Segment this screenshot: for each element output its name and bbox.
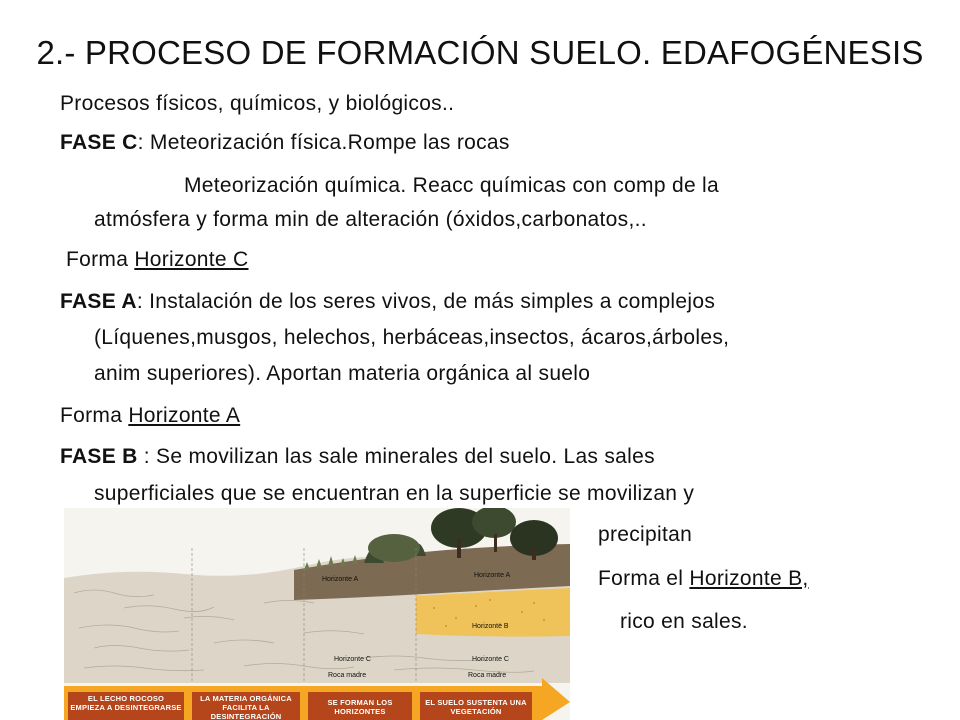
fase-b-line-2: superficiales que se encuentran en la superficie se movilizan y (94, 482, 695, 505)
figure-label-horizonte-a-2: Horizonte A (474, 572, 511, 579)
soil-profile-drawing (64, 508, 570, 720)
fase-a-forma (60, 402, 240, 430)
horizonte-c-link: Horizonte C (134, 248, 249, 271)
figure-label-roca-madre-1: Roca madre (328, 672, 367, 679)
fase-a-line-1 (60, 288, 715, 316)
figure-label-horizonte-b: Horizonte B (472, 623, 509, 630)
fase-a-forma-prefix: Forma (60, 404, 129, 427)
soil-formation-figure (64, 508, 570, 720)
fase-c-text: : Meteorización física.Rompe las rocas (137, 131, 510, 154)
figure-label-horizonte-c-2: Horizonte C (472, 656, 509, 663)
figure-label-horizonte-a-1: Horizonte A (322, 576, 359, 583)
fase-c-line-1 (60, 129, 510, 157)
fase-c-line-2: Meteorización química. Reacc químicas con comp de la (184, 174, 720, 197)
intro-text: Procesos físicos, químicos, y biológicos.. (60, 92, 455, 115)
figure-label-horizonte-c-1: Horizonte C (334, 656, 371, 663)
fase-c-label: FASE C (60, 131, 138, 154)
fase-b-line-5: rico en sales. (620, 610, 748, 633)
horizonte-b-link: Horizonte B, (689, 567, 809, 590)
fase-b-forma-prefix: Forma el (598, 567, 690, 590)
fase-b-line-3: precipitan (598, 523, 693, 546)
fase-c-forma (66, 246, 249, 274)
fase-b-line-1 (60, 443, 655, 471)
horizonte-a-link: Horizonte A (128, 404, 241, 427)
arrow-label-3: SE FORMAN LOS HORIZONTES (327, 698, 393, 716)
fase-a-line-2: (Líquenes,musgos, helechos, herbáceas,insectos, ácaros,árboles, (94, 326, 730, 349)
fase-c-line-3: atmósfera y forma min de alteración (óxidos,carbonatos,.. (94, 208, 647, 231)
fase-a-text: : Instalación de los seres vivos, de más simples a complejos (136, 290, 716, 313)
fase-c-forma-prefix: Forma (66, 248, 135, 271)
arrow-label-2: LA MATERIA ORGÁNICA FACILITA LA DESINTEGRACIÓN (200, 694, 292, 720)
slide-title: 2.- PROCESO DE FORMACIÓN SUELO. EDAFOGÉNESIS (36, 34, 924, 71)
fase-a-label: FASE A (60, 290, 137, 313)
fase-b-label: FASE B (60, 445, 138, 468)
figure-label-roca-madre-2: Roca madre (468, 672, 507, 679)
arrow-label-1: EL LECHO ROCOSO EMPIEZA A DESINTEGRARSE (70, 694, 182, 712)
fase-b-text: : Se movilizan las sale minerales del suelo. Las sales (137, 445, 655, 468)
fase-a-line-3: anim superiores). Aportan materia orgánica al suelo (94, 362, 591, 385)
fase-b-forma (598, 565, 809, 593)
arrow-label-4: EL SUELO SUSTENTA UNA VEGETACIÓN (425, 698, 527, 716)
